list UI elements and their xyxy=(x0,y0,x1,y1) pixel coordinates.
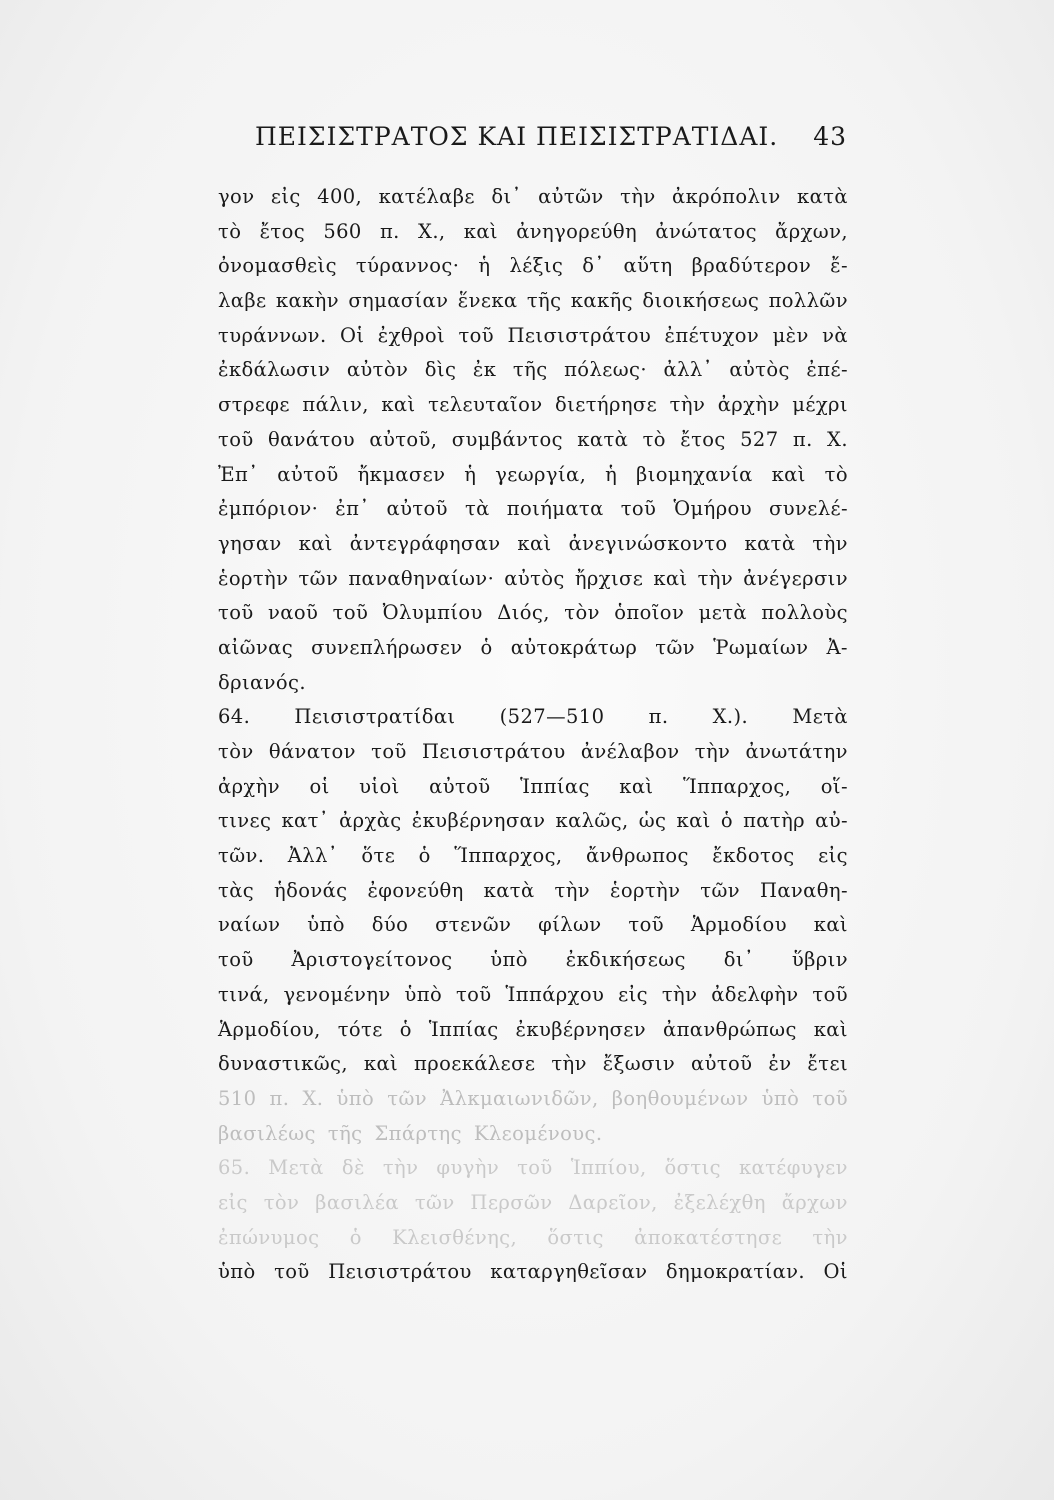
text-line: γησαν καὶ ἀντεγράφησαν καὶ ἀνεγινώσκοντο κατὰ τὴν xyxy=(218,531,848,555)
text-line: ἐκδάλωσιν αὐτὸν δὶς ἐκ τῆς πόλεως· ἀλλ᾿ αὐτὸς ἐπέ- xyxy=(218,358,848,382)
text-line: ἑορτὴν τῶν παναθηναίων· αὐτὸς ἤρχισε καὶ τὴν ἀνέγερσιν xyxy=(218,566,848,590)
text-line: τινά, γενομένην ὑπὸ τοῦ Ἱππάρχου εἰς τὴν ἀδελφὴν τοῦ xyxy=(218,982,848,1006)
text-line: ἐπώνυμος ὁ Κλεισθένης, ὅστις ἀποκατέστησε τὴν xyxy=(218,1225,848,1249)
text-line: δυναστικῶς, καὶ προεκάλεσε τὴν ἔξωσιν αὐτοῦ ἐν ἔτει xyxy=(218,1052,848,1076)
text-line: τυράννων. Οἱ ἐχθροὶ τοῦ Πεισιστράτου ἐπέτυχον μὲν νὰ xyxy=(218,323,848,347)
text-line: ὀνομασθεὶς τύραννος· ἡ λέξις δ᾿ αὕτη βραδύτερον ἔ- xyxy=(218,254,848,278)
text-line: τοῦ θανάτου αὐτοῦ, συμβάντος κατὰ τὸ ἔτος 527 π. Χ. xyxy=(218,427,848,451)
text-line: τὸν θάνατον τοῦ Πεισιστράτου ἀνέλαβον τὴν ἀνωτάτην xyxy=(218,740,848,763)
text-line: ἐμπόριον· ἐπ᾿ αὐτοῦ τὰ ποιήματα τοῦ Ὁμήρου συνελέ- xyxy=(218,497,848,521)
text-line: εἰς τὸν βασιλέα τῶν Περσῶν Δαρεῖον, ἐξελέχθη ἄρχων xyxy=(218,1190,848,1214)
text-line: ὑπὸ τοῦ Πεισιστράτου καταργηθεῖσαν δημοκρατίαν. Οἱ xyxy=(218,1260,848,1284)
text-line: ἀρχὴν οἱ υἱοὶ αὐτοῦ Ἱππίας καὶ Ἵππαρχος, οἵ- xyxy=(218,774,848,798)
text-line: τὰς ἡδονάς ἐφονεύθη κατὰ τὴν ἑορτὴν τῶν Παναθη- xyxy=(218,878,848,902)
page-number: 43 xyxy=(813,122,847,151)
text-line: τοῦ ναοῦ τοῦ Ὀλυμπίου Διός, τὸν ὁποῖον μετὰ πολλοὺς xyxy=(218,601,848,625)
text-line: Ἐπ᾿ αὐτοῦ ἤκμασεν ἡ γεωργία, ἡ βιομηχανία καὶ τὸ xyxy=(218,462,848,486)
text-line: 65. Μετὰ δὲ τὴν φυγὴν τοῦ Ἱππίου, ὅστις κατέφυγεν xyxy=(218,1156,848,1180)
text-line: στρεφε πάλιν, καὶ τελευταῖον διετήρησε τὴν ἀρχὴν μέχρι xyxy=(218,393,848,417)
text-line: τῶν. Ἀλλ᾿ ὅτε ὁ Ἵππαρχος, ἄνθρωπος ἔκδοτος εἰς xyxy=(218,844,848,868)
text-line: τὸ ἔτος 560 π. Χ., καὶ ἀνηγορεύθη ἀνώτατος ἄρχων, xyxy=(218,219,848,243)
text-line: ναίων ὑπὸ δύο στενῶν φίλων τοῦ Ἁρμοδίου καὶ xyxy=(218,913,848,937)
text-line: 510 π. Χ. ὑπὸ τῶν Ἀλκμαιωνιδῶν, βοηθουμένων ὑπὸ τοῦ xyxy=(218,1086,848,1110)
running-title: ΠΕΙΣΙΣΤΡΑΤΟΣ ΚΑΙ ΠΕΙΣΙΣΤΡΑΤΙΔΑΙ. xyxy=(255,122,779,151)
text-line: βασιλέως τῆς Σπάρτης Κλεομένους. xyxy=(218,1121,603,1145)
text-line: Ἁρμοδίου, τότε ὁ Ἱππίας ἐκυβέρνησεν ἀπανθρώπως καὶ xyxy=(218,1017,848,1041)
text-line: 64. Πεισιστρατίδαι (527—510 π. Χ.). Μετὰ xyxy=(218,705,848,729)
text-line: γον εἰς 400, κατέλαβε δι᾿ αὐτῶν τὴν ἀκρόπολιν κατὰ xyxy=(218,185,848,208)
text-line: λαβε κακὴν σημασίαν ἕνεκα τῆς κακῆς διοικήσεως πολλῶν xyxy=(218,289,848,313)
text-line: αἰῶνας συνεπλήρωσεν ὁ αὐτοκράτωρ τῶν Ῥωμαίων Ἀ- xyxy=(218,635,848,659)
text-line: τινες κατ᾿ ἀρχὰς ἐκυβέρνησαν καλῶς, ὡς καὶ ὁ πατὴρ αὐ- xyxy=(218,809,848,833)
text-line: τοῦ Ἀριστογείτονος ὑπὸ ἐκδικήσεως δι᾿ ὕβριν xyxy=(218,948,848,972)
text-body xyxy=(218,180,848,1290)
text-line: δριανός. xyxy=(218,670,306,694)
